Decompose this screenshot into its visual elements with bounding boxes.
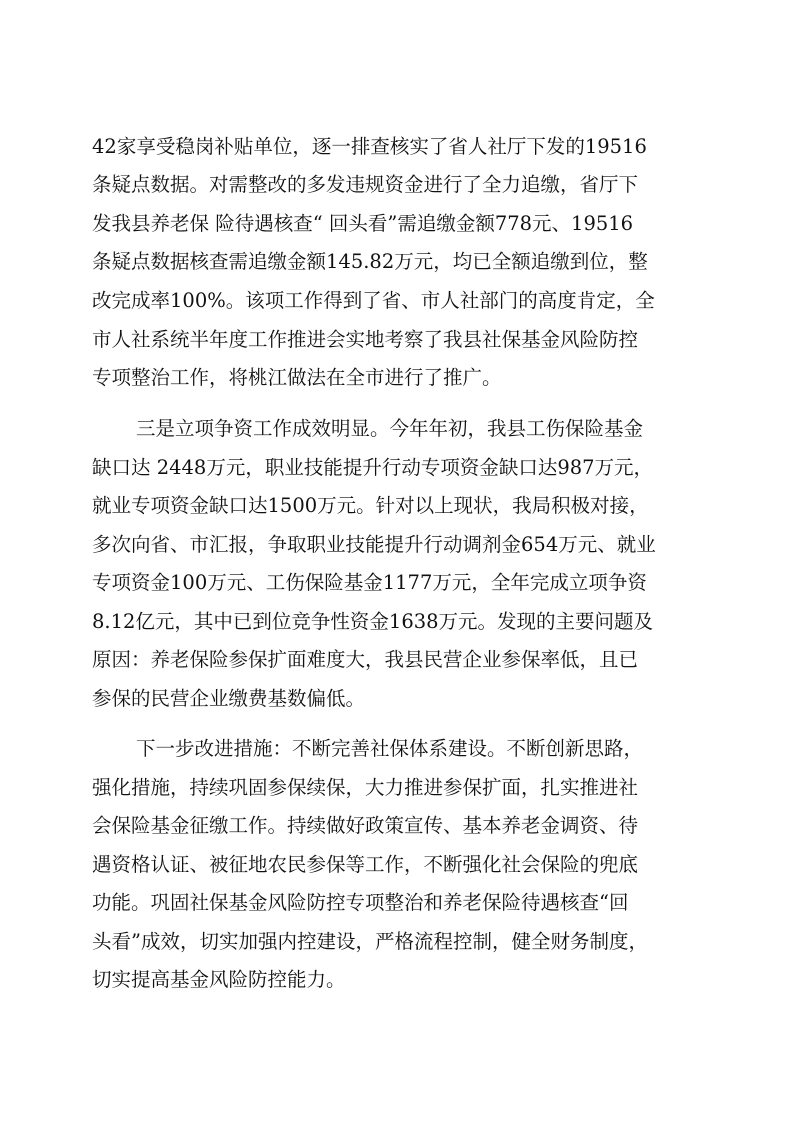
paragraph-2-line [0, 603, 793, 641]
text-line: 发我县养老保 险待遇核查“ 回头看”需追缴金额778元、19516 [92, 212, 634, 235]
paragraph-1-line [0, 359, 793, 397]
text-line: 改完成率100%。该项工作得到了省、市人社部门的高度肯定，全 [92, 289, 655, 312]
text-line: 遇资格认证、被征地农民参保等工作，不断强化社会保险的兜底 [92, 853, 639, 876]
text-line: 42家享受稳岗补贴单位，逐一排查核实了省人社厅下发的19516 [92, 135, 647, 158]
text-line: 条疑点数据核查需追缴金额145.82万元，均已全额追缴到位，整 [92, 250, 648, 273]
text-line: 条疑点数据。对需整改的多发违规资金进行了全力追缴，省厅下 [92, 173, 639, 196]
text-line: 缺口达 2448万元，职业技能提升行动专项资金缺口达987万元， [92, 456, 654, 479]
paragraph-3-line [0, 769, 793, 807]
paragraph-3-line [0, 807, 793, 845]
text-line: 头看”成效，切实加强内控建设，严格流程控制，健全财务制度， [92, 930, 648, 953]
text-line: 8.12亿元，其中已到位竞争性资金1638万元。发现的主要问题及 [92, 610, 654, 633]
paragraph-3-line [0, 884, 793, 922]
text-line: 专项整治工作，将桃江做法在全市进行了推广。 [92, 366, 502, 389]
text-line: 功能。巩固社保基金风险防控专项整治和养老保险待遇核查“回 [92, 891, 629, 914]
paragraph-2-line [0, 449, 793, 487]
text-line: 原因：养老保险参保扩面难度大，我县民营企业参保率低，且已 [92, 648, 639, 671]
paragraph-2-line [0, 410, 793, 448]
text-line: 市人社系统半年度工作推进会实地考察了我县社保基金风险防控 [92, 328, 639, 351]
paragraph-3-line [0, 923, 793, 961]
paragraph-2-line [0, 564, 793, 602]
text-line: 就业专项资金缺口达1500万元。针对以上现状，我局积极对接， [92, 494, 649, 517]
paragraph-1-line [0, 282, 793, 320]
paragraph-3-line [0, 961, 793, 999]
paragraph-1-line [0, 128, 793, 166]
text-line: 强化措施，持续巩固参保续保，大力推进参保扩面，扎实推进社 [92, 776, 639, 799]
text-line: 切实提高基金风险防控能力。 [92, 968, 346, 991]
paragraph-1-line [0, 321, 793, 359]
paragraph-3-line [0, 846, 793, 884]
paragraph-2-line [0, 487, 793, 525]
text-line: 下一步改进措施：不断完善社保体系建设。不断创新思路， [136, 737, 644, 760]
paragraph-2-line [0, 680, 793, 718]
text-line: 会保险基金征缴工作。持续做好政策宣传、基本养老金调资、待 [92, 814, 639, 837]
text-line: 参保的民营企业缴费基数偏低。 [92, 687, 366, 710]
paragraph-1-line [0, 205, 793, 243]
paragraph-3-line [0, 730, 793, 768]
text-line: 专项资金100万元、工伤保险基金1177万元，全年完成立项争资 [92, 571, 647, 594]
paragraph-1-line [0, 243, 793, 281]
paragraph-1-line [0, 166, 793, 204]
paragraph-2-line [0, 526, 793, 564]
text-line: 多次向省、市汇报，争取职业技能提升行动调剂金654万元、就业 [92, 533, 656, 556]
paragraph-2-line [0, 641, 793, 679]
text-line: 三是立项争资工作成效明显。今年年初，我县工伤保险基金 [136, 417, 644, 440]
